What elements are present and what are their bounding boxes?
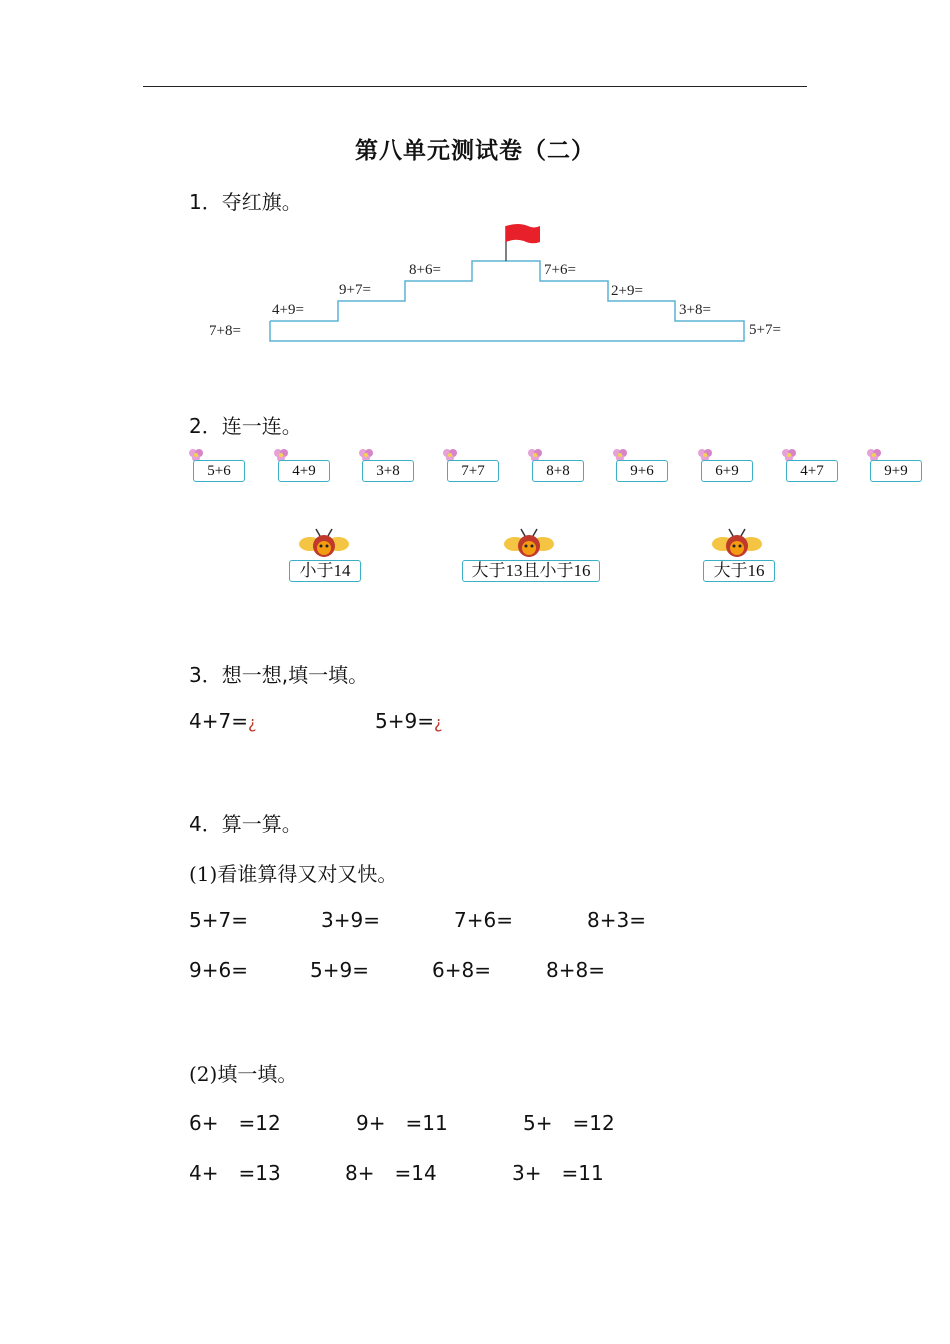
calc-item: 5+7= (189, 908, 248, 932)
blank-mark: ¿ (247, 713, 257, 732)
fill-item: 9+ =11 (356, 1111, 448, 1135)
stair-diagram (260, 220, 760, 350)
stair-label-5: 7+6= (544, 262, 576, 278)
stair-label-3: 9+7= (339, 282, 371, 298)
calc-item: 8+3= (587, 908, 646, 932)
stair-label-8: 5+7= (749, 322, 781, 338)
stair-label-6: 2+9= (611, 283, 643, 299)
fill-item: 6+ =12 (189, 1111, 281, 1135)
part-2-label: (2)填一填。 (189, 1062, 298, 1086)
match-card[interactable]: 4+9 (278, 460, 330, 482)
stair-label-4: 8+6= (409, 262, 441, 278)
page-title: 第八单元测试卷（二） (355, 137, 595, 164)
bee-icon (503, 528, 555, 562)
calc-item: 8+8= (546, 958, 605, 982)
calc-item: 6+8= (432, 958, 491, 982)
calc-item: 9+6= (189, 958, 248, 982)
match-card[interactable]: 8+8 (532, 460, 584, 482)
stair-label-7: 3+8= (679, 302, 711, 318)
header-rule (143, 86, 807, 87)
fill-item: 8+ =14 (345, 1161, 437, 1185)
fill-item: 5+ =12 (523, 1111, 615, 1135)
calc-item: 5+9= (310, 958, 369, 982)
fill-item: 4+ =13 (189, 1161, 281, 1185)
fill-expression: 4+7=¿ (189, 709, 257, 733)
question-4-heading: 4．算一算。 (189, 812, 302, 836)
stair-label-2: 4+9= (272, 302, 304, 318)
match-card[interactable]: 9+9 (870, 460, 922, 482)
match-card[interactable]: 3+8 (362, 460, 414, 482)
target-box[interactable]: 大于13且小于16 (462, 560, 600, 582)
stair-outline (270, 261, 744, 341)
calc-item: 7+6= (454, 908, 513, 932)
calc-item: 3+9= (321, 908, 380, 932)
blank-mark: ¿ (433, 713, 443, 732)
match-card[interactable]: 9+6 (616, 460, 668, 482)
target-box[interactable]: 小于14 (289, 560, 361, 582)
question-2-heading: 2．连一连。 (189, 414, 302, 438)
match-card[interactable]: 7+7 (447, 460, 499, 482)
bee-icon (711, 528, 763, 562)
match-card[interactable]: 5+6 (193, 460, 245, 482)
fill-expression: 5+9=¿ (375, 709, 443, 733)
flag (506, 224, 540, 243)
question-1-heading: 1．夺红旗。 (189, 190, 302, 214)
target-box[interactable]: 大于16 (703, 560, 775, 582)
stair-label-1: 7+8= (209, 323, 241, 339)
fill-item: 3+ =11 (512, 1161, 604, 1185)
match-card[interactable]: 6+9 (701, 460, 753, 482)
match-card[interactable]: 4+7 (786, 460, 838, 482)
bee-icon (298, 528, 350, 562)
question-3-heading: 3．想一想,填一填。 (189, 663, 369, 687)
part-1-label: (1)看谁算得又对又快。 (189, 862, 398, 886)
